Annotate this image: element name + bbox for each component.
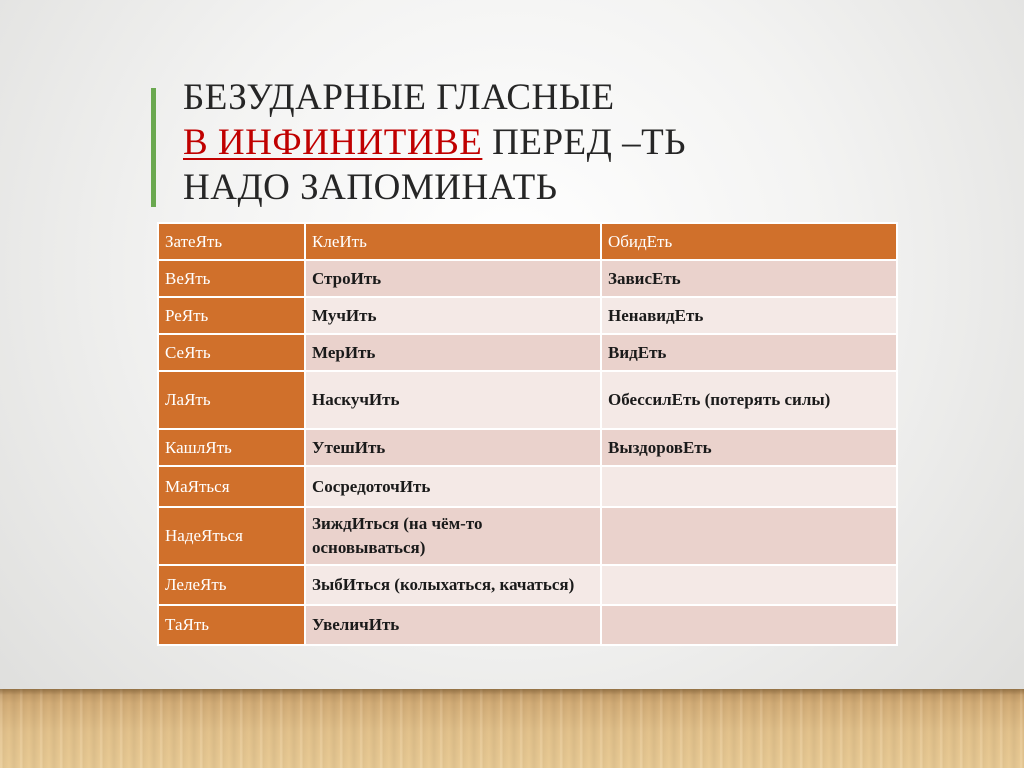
- table-cell: НаскучИть: [305, 371, 601, 429]
- table-row: [158, 223, 897, 260]
- table-cell: ВеЯть: [158, 260, 305, 297]
- title-highlight: В ИНФИНИТИВЕ: [183, 122, 483, 163]
- title-line-2-rest: ПЕРЕД –ТЬ: [492, 122, 686, 163]
- title-line-3: НАДО ЗАПОМИНАТЬ: [183, 167, 558, 208]
- table-row: [158, 507, 897, 565]
- table-cell: [601, 605, 897, 645]
- wooden-floor: [0, 689, 1024, 768]
- title-line-2: [183, 120, 943, 165]
- table-cell: ОбидЕть: [601, 223, 897, 260]
- title-line-1: БЕЗУДАРНЫЕ ГЛАСНЫЕ: [183, 77, 615, 118]
- table-cell: ВыздоровЕть: [601, 429, 897, 466]
- title-accent-bar: [151, 88, 156, 207]
- table-cell: МучИть: [305, 297, 601, 334]
- table-cell: КашлЯть: [158, 429, 305, 466]
- table-cell: ЛаЯть: [158, 371, 305, 429]
- table-cell: НадеЯться: [158, 507, 305, 565]
- table-row: [158, 565, 897, 605]
- table-cell: ЗависЕть: [601, 260, 897, 297]
- table-row: [158, 297, 897, 334]
- table-cell: ТаЯть: [158, 605, 305, 645]
- table-cell: УвеличИть: [305, 605, 601, 645]
- table-row: [158, 371, 897, 429]
- table-cell: СосредоточИть: [305, 466, 601, 507]
- table-cell: [601, 466, 897, 507]
- table-cell: КлеИть: [305, 223, 601, 260]
- table-cell: ЗиждИться (на чём-то основываться): [305, 507, 601, 565]
- table-row: [158, 605, 897, 645]
- table-row: [158, 334, 897, 371]
- table-row: [158, 466, 897, 507]
- table-cell: УтешИть: [305, 429, 601, 466]
- table-cell: ВидЕть: [601, 334, 897, 371]
- table-cell: РеЯть: [158, 297, 305, 334]
- table-cell: ЗыбИться (колыхаться, качаться): [305, 565, 601, 605]
- table-cell: СтроИть: [305, 260, 601, 297]
- table-row: [158, 260, 897, 297]
- table-cell: НенавидЕть: [601, 297, 897, 334]
- table-cell: ЛелеЯть: [158, 565, 305, 605]
- table-cell: [601, 507, 897, 565]
- verbs-table: [157, 222, 898, 646]
- slide-title: [183, 75, 943, 210]
- table-cell: ОбессилЕть (потерять силы): [601, 371, 897, 429]
- table-cell: [601, 565, 897, 605]
- table-cell: МерИть: [305, 334, 601, 371]
- table-cell: СеЯть: [158, 334, 305, 371]
- table-cell: ЗатеЯть: [158, 223, 305, 260]
- table-row: [158, 429, 897, 466]
- table-cell: МаЯться: [158, 466, 305, 507]
